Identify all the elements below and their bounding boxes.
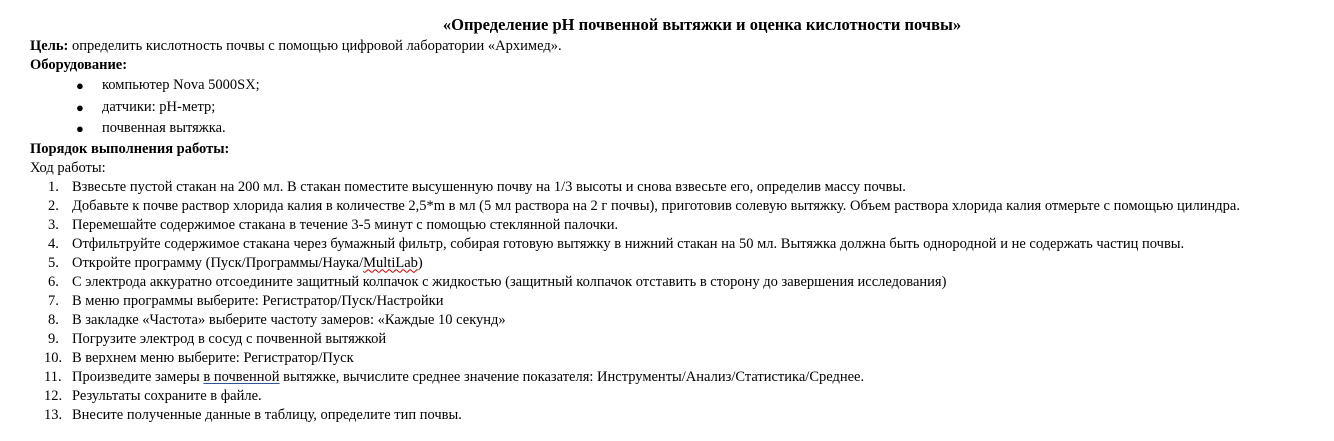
step-text: В верхнем меню выберите: Регистратор/Пуск xyxy=(72,349,354,366)
list-item xyxy=(30,178,1330,197)
steps-list xyxy=(30,178,1330,425)
step-number: 7. xyxy=(48,292,59,309)
step-text: Результаты сохраните в файле. xyxy=(72,387,262,404)
goal-text: определить кислотность почвы с помощью цифровой лаборатории «Архимед». xyxy=(68,38,562,54)
list-item xyxy=(74,97,1330,119)
step-text-after: вытяжке, вычислите среднее значение показателя: Инструменты/Анализ/Статистика/Среднее. xyxy=(279,368,865,385)
step-number: 3. xyxy=(48,216,59,233)
step-number: 6. xyxy=(48,273,59,290)
procedure-heading: Порядок выполнения работы: xyxy=(30,140,230,157)
grammar-marked-text: в почвенной xyxy=(203,368,280,385)
step-text: Внесите полученные данные в таблицу, определите тип почвы. xyxy=(72,406,462,423)
list-item xyxy=(30,197,1330,216)
step-text: Взвесьте пустой стакан на 200 мл. В стакан поместите высушенную почву на 1/3 высоты и снова взвесьте его, определив массу почвы. xyxy=(72,178,906,195)
step-number: 10. xyxy=(44,349,63,366)
list-item xyxy=(30,216,1330,235)
equipment-list xyxy=(30,75,1330,140)
step-number: 13. xyxy=(44,406,63,423)
list-item xyxy=(30,235,1330,254)
equipment-item-text: датчики: рН-метр; xyxy=(102,98,216,115)
step-number: 8. xyxy=(48,311,59,328)
list-item xyxy=(30,311,1330,330)
spellcheck-word: MultiLab xyxy=(363,254,418,271)
step-number: 9. xyxy=(48,330,59,347)
step-number: 4. xyxy=(48,235,59,252)
bullet-icon: ● xyxy=(76,121,84,136)
equipment-item-text: компьютер Nova 5000SX; xyxy=(102,77,260,93)
list-item xyxy=(30,273,1330,292)
step-number: 2. xyxy=(48,197,59,214)
equipment-item-text: почвенная вытяжка. xyxy=(102,120,226,136)
list-item xyxy=(74,118,1330,140)
list-item xyxy=(30,368,1330,387)
list-item xyxy=(30,254,1330,273)
step-text-before: Откройте программу (Пуск/Программы/Наука/ xyxy=(72,254,364,271)
document-page xyxy=(30,14,1330,425)
step-text: Перемешайте содержимое стакана в течение 3-5 минут с помощью стеклянной палочки. xyxy=(72,216,619,233)
step-number: 1. xyxy=(48,178,59,195)
step-text: С электрода аккуратно отсоедините защитный колпачок с жидкостью (защитный колпачок отставить в сторону до завершения исследования) xyxy=(72,273,947,290)
list-item xyxy=(30,330,1330,349)
step-text: В закладке «Частота» выберите частоту замеров: «Каждые 10 секунд» xyxy=(72,311,506,328)
list-item xyxy=(30,292,1330,311)
bullet-icon: ● xyxy=(76,78,84,93)
step-text: Добавьте к почве раствор хлорида калия в количестве 2,5*m в мл (5 мл раствора на 2 г почвы), приготовив солевую вытяжку. Объем раствора хлорида калия отмерьте с помощью цилиндра. xyxy=(72,197,1240,214)
step-text: Отфильтруйте содержимое стакана через бумажный фильтр, собирая готовую вытяжку в нижний стакан на 50 мл. Вытяжка должна быть однородной и не содержать частиц почвы. xyxy=(72,235,1185,252)
goal-label: Цель: xyxy=(30,38,69,54)
step-text: В меню программы выберите: Регистратор/Пуск/Настройки xyxy=(72,292,444,309)
list-item xyxy=(74,75,1330,97)
list-item xyxy=(30,387,1330,406)
equipment-heading: Оборудование: xyxy=(30,57,128,73)
step-text-before: Произведите замеры xyxy=(72,368,204,385)
list-item xyxy=(30,406,1330,425)
step-number: 5. xyxy=(48,254,59,271)
list-item xyxy=(30,349,1330,368)
procedure-subtitle: Ход работы: xyxy=(30,159,106,176)
document-title: «Определение рН почвенной вытяжки и оценка кислотности почвы» xyxy=(442,15,962,34)
step-number: 11. xyxy=(44,368,62,385)
goal-line xyxy=(30,37,1330,56)
bullet-icon: ● xyxy=(76,99,84,115)
step-text-after: ) xyxy=(417,254,423,271)
step-text: Погрузите электрод в сосуд с почвенной вытяжкой xyxy=(72,330,387,347)
step-number: 12. xyxy=(44,387,63,404)
